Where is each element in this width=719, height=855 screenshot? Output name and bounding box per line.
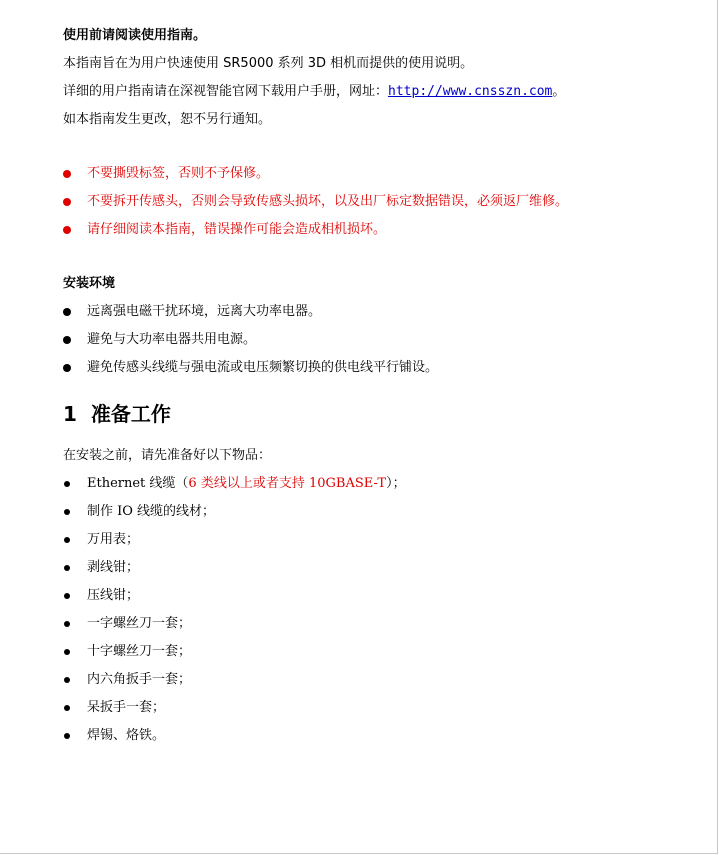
tool-item: 十字螺丝刀一套； xyxy=(63,638,687,666)
bullet-icon xyxy=(63,336,71,344)
bullet-icon xyxy=(64,621,70,627)
bullet-icon xyxy=(64,481,70,487)
warning-item: 不要撕毁标签，否则不予保修。 xyxy=(63,160,687,188)
tool-item: 焊锡、烙铁。 xyxy=(63,722,687,750)
section-heading xyxy=(63,398,687,430)
red-bullet-icon xyxy=(63,226,71,234)
bullet-icon xyxy=(64,677,70,683)
install-env-item: 避免与大功率电器共用电源。 xyxy=(63,326,687,354)
section-number: 1 xyxy=(63,402,77,426)
bullet-icon xyxy=(64,509,70,515)
bullet-icon xyxy=(63,308,71,316)
intro-line-2-prefix: 详细的用户指南请在深视智能官网下载用户手册，网址： xyxy=(63,84,389,99)
install-env-item: 避免传感头线缆与强电流或电压频繁切换的供电线平行铺设。 xyxy=(63,354,687,382)
warning-list xyxy=(63,160,687,244)
tool-item: 剥线钳； xyxy=(63,554,687,582)
intro-title: 使用前请阅读使用指南。 xyxy=(63,28,207,43)
tool-item: 内六角扳手一套； xyxy=(63,666,687,694)
tool-item-ethernet: Ethernet 线缆（6 类线以上或者支持 10GBASE-T）； xyxy=(63,470,687,498)
intro-line-1: 本指南旨在为用户快速使用 SR5000 系列 3D 相机而提供的使用说明。 xyxy=(63,56,474,71)
bullet-icon xyxy=(64,705,70,711)
install-env-title: 安装环境 xyxy=(63,276,116,291)
warning-item: 不要拆开传感头，否则会导致传感头损坏，以及出厂标定数据错误，必须返厂维修。 xyxy=(63,188,687,216)
tool-item: 一字螺丝刀一套； xyxy=(63,610,687,638)
red-bullet-icon xyxy=(63,198,71,206)
bullet-icon xyxy=(64,593,70,599)
intro-line-2 xyxy=(63,78,687,106)
tool-item: 制作 IO 线缆的线材； xyxy=(63,498,687,526)
tool-item: 万用表； xyxy=(63,526,687,554)
bullet-icon xyxy=(63,364,71,372)
page-content xyxy=(63,22,687,750)
bullet-icon xyxy=(64,733,70,739)
red-bullet-icon xyxy=(63,170,71,178)
warning-item: 请仔细阅读本指南，错误操作可能会造成相机损坏。 xyxy=(63,216,687,244)
section-title: 准备工作 xyxy=(90,402,171,426)
intro-line-2-suffix: 。 xyxy=(552,84,566,99)
tool-item: 呆扳手一套； xyxy=(63,694,687,722)
install-env-list xyxy=(63,298,687,382)
tools-list xyxy=(63,470,687,750)
section-intro: 在安装之前，请先准备好以下物品： xyxy=(63,448,272,463)
bullet-icon xyxy=(64,565,70,571)
bullet-icon xyxy=(64,537,70,543)
intro-line-3: 如本指南发生更改，恕不另行通知。 xyxy=(63,112,272,127)
website-link[interactable]: http://www.cnsszn.com xyxy=(388,84,553,99)
tool-item: 压线钳； xyxy=(63,582,687,610)
install-env-item: 远离强电磁干扰环境，远离大功率电器。 xyxy=(63,298,687,326)
bullet-icon xyxy=(64,649,70,655)
ethernet-note: 6 类线以上或者支持 10GBASE-T xyxy=(188,476,387,491)
